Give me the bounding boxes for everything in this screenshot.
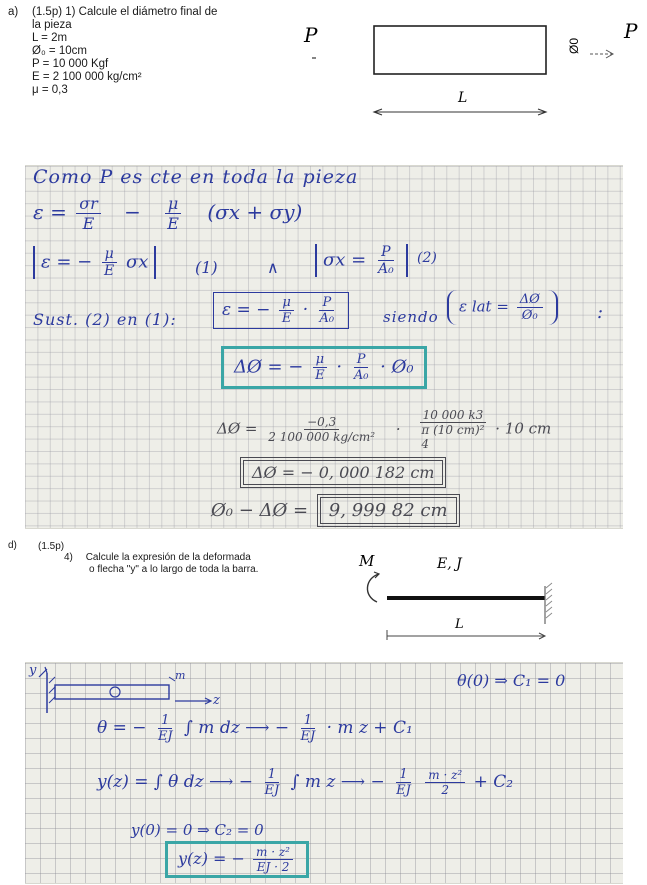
- solution-a-eq2-tag: (2): [417, 250, 437, 266]
- solution-a-final-result: 9, 999 82 cm: [320, 497, 457, 524]
- solution-d-eq1: θ = − $\frac{1}{EJ}$ ∫ m dz ⟶ − $\frac{1}{EJ}$ · m z + C₁: [97, 713, 413, 744]
- problem-d-statement: [0, 540, 300, 575]
- solution-a-eq5-highlight: ΔØ = − $\frac{\mu}{E}$ · $\frac{P}{\text{A₀}}$ · Ø₀: [221, 346, 427, 389]
- solution-a-eq1-tag: (1): [195, 258, 218, 277]
- right-force-label: P: [624, 19, 638, 43]
- problem-d-line2: o flecha "y" a lo largo de toda la barra.: [89, 563, 259, 575]
- given-modulus: E = 2 100 000 kg/cm²: [32, 71, 142, 83]
- solution-a-eq1: ε = − $\frac{\mu}{E}$ σx: [33, 246, 156, 279]
- solution-a-eq3: ε = − $\frac{\mu}{E}$ · $\frac{P}{\text{A₀}}$: [213, 292, 349, 329]
- moment-label: M: [359, 552, 375, 570]
- moment-arrow: [367, 574, 379, 602]
- solution-a-colon: :: [597, 302, 604, 323]
- solution-a-eq6: ΔØ = $\frac{-0,3}{\text{2 100 000 kg/cm²}}$ · 10 000 k3 π (10 cm)² 4 · 10 cm: [217, 408, 552, 451]
- problem-d-points: (1.5p): [38, 540, 65, 552]
- problem-d-line1: Calcule la expresión de la deformada: [85, 552, 251, 563]
- problem-a-letter: a): [8, 6, 19, 18]
- solution-a-notebook: [25, 165, 623, 529]
- length-label: L: [458, 90, 468, 106]
- given-force: P = 10 000 Kgf: [32, 58, 109, 70]
- solution-a-eq7: ΔØ = − 0, 000 182 cm: [243, 460, 443, 485]
- solution-a-siendo: siendo: [383, 308, 439, 326]
- solution-d-axis-z: z: [213, 693, 220, 708]
- bar-tension-diagram: [290, 14, 640, 124]
- given-poisson: μ = 0,3: [32, 84, 68, 96]
- problem-a-heading-cont: la pieza: [32, 19, 72, 31]
- solution-d-eq2: y(z) = ∫ θ dz ⟶ − $\frac{1}{EJ}$ ∫ m z ⟶ − $\frac{1}{EJ}$ $\frac{\text{m · z²}}{2}$ + C₂: [97, 767, 514, 798]
- solution-d-bc1: θ(0) ⇒ C₁ = 0: [457, 671, 566, 690]
- solution-a-eq2: σx = $\frac{P}{\text{A₀}}$: [315, 244, 408, 277]
- solution-d-notebook: [25, 662, 623, 884]
- diameter-label: Ø0: [567, 37, 581, 54]
- sketch-beam: [55, 685, 169, 699]
- solution-a-eq4: ε lat = $\frac{\Delta Ø}{\text{Ø₀}}$: [447, 290, 558, 325]
- solution-d-final-highlight: y(z) = − $\frac{\text{m · z²}}{EJ \cdot 2}$: [165, 841, 309, 878]
- problem-d-num: 4): [64, 552, 73, 563]
- cantilever-diagram: [355, 548, 575, 650]
- problem-d-letter: d): [8, 540, 17, 551]
- solution-a-eq8: Ø₀ − ΔØ = 9, 999 82 cm: [211, 500, 457, 521]
- solution-a-strain-eq: ε = $\frac{\sigma r}{E}$ − $\frac{\mu}{E}$ (σx + σy): [33, 194, 303, 233]
- solution-a-sust: Sust. (2) en (1):: [33, 310, 177, 329]
- solution-d-beam-label: m: [175, 669, 186, 682]
- bar-rect: [374, 26, 546, 74]
- solution-a-line1: Como P es cte en toda la pieza: [33, 166, 359, 188]
- solution-a-wedge: ∧: [267, 258, 279, 277]
- left-force-label: P: [304, 23, 318, 47]
- solution-d-axis-y: y: [29, 663, 37, 678]
- given-length: L = 2m: [32, 32, 68, 44]
- given-diameter: Ø₀ = 10cm: [32, 45, 87, 57]
- problem-a-heading: (1.5p) 1) Calcule el diámetro final de: [32, 6, 218, 18]
- problem-a-statement: [8, 6, 288, 97]
- cantilever-length-label: L: [455, 617, 464, 632]
- solution-d-bc2: y(0) = 0 ⇒ C₂ = 0: [131, 821, 264, 839]
- props-label: E, J: [437, 556, 462, 572]
